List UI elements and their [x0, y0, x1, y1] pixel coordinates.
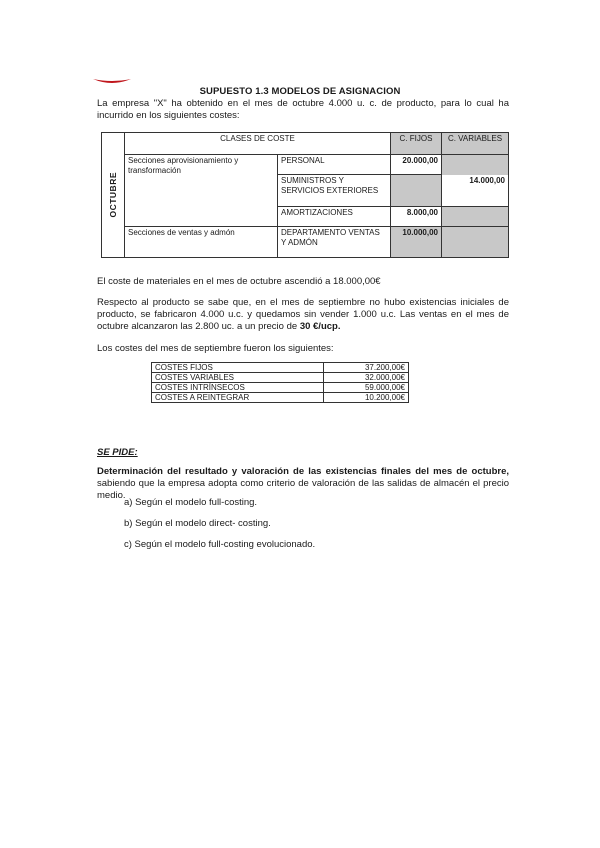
month-label: OCTUBRE — [108, 172, 118, 218]
table-row — [102, 155, 509, 175]
cost-value: 59.000,00€ — [324, 383, 409, 393]
table-row — [152, 393, 409, 403]
task-rest-text: sabiendo que la empresa adopta como criterio de valoración de las salidas de almacén el precio medio. — [97, 478, 509, 501]
cost-value: 37.200,00€ — [324, 363, 409, 373]
concept-cell: SUMINISTROS Y SERVICIOS EXTERIORES — [278, 175, 391, 207]
list-item: c) Según el modelo full-costing evolucionado. — [124, 539, 316, 550]
cost-label: COSTES VARIABLES — [152, 373, 324, 383]
document-title: SUPUESTO 1.3 MODELOS DE ASIGNACION — [199, 86, 401, 97]
fijo-cell: 10.000,00 — [391, 227, 442, 258]
product-price: 30 €/ucp. — [299, 321, 341, 332]
table-row — [152, 383, 409, 393]
task-bold-text: Determinación del resultado y valoración de las existencias finales del mes de octubre, — [97, 466, 509, 477]
section-cell: Secciones de ventas y admón — [125, 227, 278, 258]
fijo-cell: 8.000,00 — [391, 207, 442, 227]
table-row — [152, 373, 409, 383]
header-fijos: C. FIJOS — [391, 133, 442, 155]
cost-value: 10.200,00€ — [324, 393, 409, 403]
intro-paragraph: La empresa "X" ha obtenido en el mes de octubre 4.000 u. c. de producto, para lo cual ha incurrido en los siguientes costes: — [97, 98, 509, 121]
logo-swoosh-icon — [93, 78, 131, 86]
variable-cell — [442, 207, 509, 227]
section-cell: Secciones aprovisionamiento y transformación — [125, 155, 278, 227]
table-row — [152, 363, 409, 373]
september-costs-table — [151, 362, 409, 403]
month-cell — [102, 133, 125, 258]
cost-table — [101, 132, 509, 258]
product-info-paragraph — [97, 297, 509, 333]
sept-intro: Los costes del mes de septiembre fueron los siguientes: — [97, 343, 334, 354]
list-item: b) Según el modelo direct- costing. — [124, 518, 271, 529]
cost-value: 32.000,00€ — [324, 373, 409, 383]
header-variables: C. VARIABLES — [442, 133, 509, 155]
materials-note: El coste de materiales en el mes de octubre ascendió a 18.000,00€ — [97, 276, 381, 287]
list-item: a) Según el modelo full-costing. — [124, 497, 258, 508]
product-info-text: Respecto al producto se sabe que, en el mes de septiembre no hubo existencias iniciales de producto, se fabricaron 4.000 u.c. y quedamos sin vender 1.000 u.c. Las ventas en el mes de octubre alcanzaron las 2.800 uc. a un precio de — [97, 297, 509, 332]
cost-label: COSTES A REINTEGRAR — [152, 393, 324, 403]
concept-cell: AMORTIZACIONES — [278, 207, 391, 227]
fijo-cell — [391, 175, 442, 207]
cost-label: COSTES INTRÍNSECOS — [152, 383, 324, 393]
variable-cell: 14.000,00 — [442, 175, 509, 207]
fijo-cell: 20.000,00 — [391, 155, 442, 175]
header-clases: CLASES DE COSTE — [125, 133, 391, 155]
concept-cell: PERSONAL — [278, 155, 391, 175]
cost-label: COSTES FIJOS — [152, 363, 324, 373]
variable-cell — [442, 227, 509, 258]
table-row — [102, 227, 509, 258]
se-pide-heading: SE PIDE: — [97, 447, 138, 458]
concept-cell: DEPARTAMENTO VENTAS Y ADMÓN — [278, 227, 391, 258]
variable-cell — [442, 155, 509, 175]
